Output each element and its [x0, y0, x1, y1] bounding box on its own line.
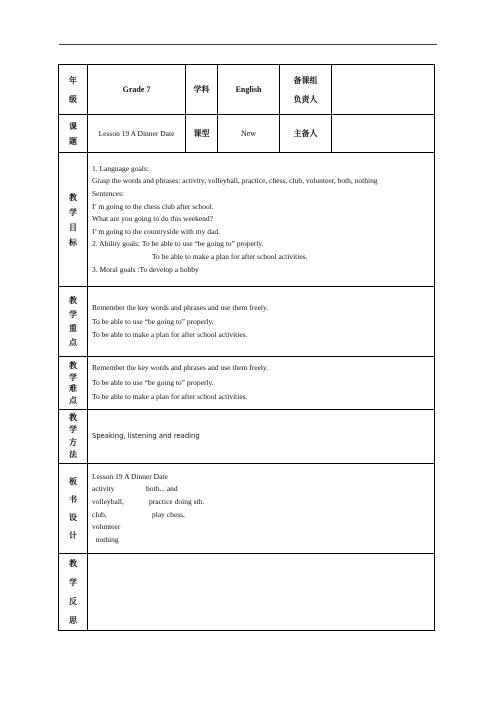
key-points-label: 教 学 重 点: [59, 287, 88, 357]
difficulties-line: To be able to use “be going to” properly.: [92, 377, 214, 387]
difficulties-label: 教 学 难 点: [59, 357, 88, 410]
objectives-line: Grasp the words and phrases: activity, volleyball, practice, chess, club, volunteer, both, nothing: [92, 176, 378, 186]
objectives-line: 1. Language goals:: [92, 163, 149, 173]
group-leader-value: [332, 65, 435, 115]
group-leader-label: 备课组 负责人: [280, 65, 332, 115]
board-row-item: nothing: [92, 534, 119, 544]
subject-value: English: [218, 65, 280, 115]
reflection-content: [88, 554, 435, 631]
board-row-item: volunteer: [92, 522, 121, 532]
objectives-line: I’ m going to the countryside with my dad.: [92, 226, 220, 236]
objectives-content: [88, 153, 435, 287]
board-row-item: activity both... and: [92, 484, 178, 494]
board-content: [88, 464, 435, 554]
subject-label: 学科: [186, 65, 218, 115]
methods-label: 教 学 方 法: [59, 410, 88, 464]
topic-label: 课 题: [59, 115, 88, 153]
type-value: New: [218, 115, 280, 153]
key-points-line: To be able to make a plan for after school activities.: [92, 330, 248, 340]
difficulties-row: [59, 357, 435, 410]
grade-label: 年 级: [59, 65, 88, 115]
objectives-line: 3. Moral goals :To develop a hobby: [92, 264, 199, 274]
key-points-line: Remember the key words and phrases and use them freely.: [92, 303, 269, 313]
lesson-plan-table: [58, 64, 435, 631]
key-points-line: To be able to use “be going to” properly.: [92, 316, 214, 326]
objectives-line: What are you going to do this weekend?: [92, 214, 214, 224]
topic-value: Lesson 19 A Dinner Date: [88, 115, 186, 153]
board-label: 板 书 设 计: [59, 464, 88, 554]
board-row: [59, 464, 435, 554]
board-row-item: club, play chess,: [92, 509, 185, 519]
reflection-label: 教 学 反 思: [59, 554, 88, 631]
board-row-item: volleyball, practice doing sth.: [92, 496, 205, 506]
methods-row: [59, 410, 435, 464]
key-points-row: [59, 287, 435, 357]
objectives-row: [59, 153, 435, 287]
preparer-value: [332, 115, 435, 153]
preparer-label: 主备人: [280, 115, 332, 153]
type-label: 课型: [186, 115, 218, 153]
objectives-label: 教 学 目 标: [59, 153, 88, 287]
objectives-line: To be able to make a plan for after school activities.: [152, 251, 308, 261]
objectives-line: Sentences:: [92, 189, 125, 199]
topic-row: [59, 115, 435, 153]
objectives-line: 2. Ability goals: To be able to use “be going to” properly.: [92, 239, 264, 249]
difficulties-line: Remember the key words and phrases and use them freely.: [92, 363, 269, 373]
difficulties-line: To be able to make a plan for after school activities.: [92, 392, 248, 402]
grade-row: [59, 65, 435, 115]
grade-value: Grade 7: [88, 65, 186, 115]
reflection-row: [59, 554, 435, 631]
objectives-line: I’ m going to the chess club after school.: [92, 201, 214, 211]
board-title: Lesson 19 A Dinner Date: [92, 471, 168, 481]
header-rule: [59, 44, 437, 45]
key-points-content: [88, 287, 435, 357]
methods-content: Speaking, listening and reading: [88, 410, 435, 464]
difficulties-content: [88, 357, 435, 410]
